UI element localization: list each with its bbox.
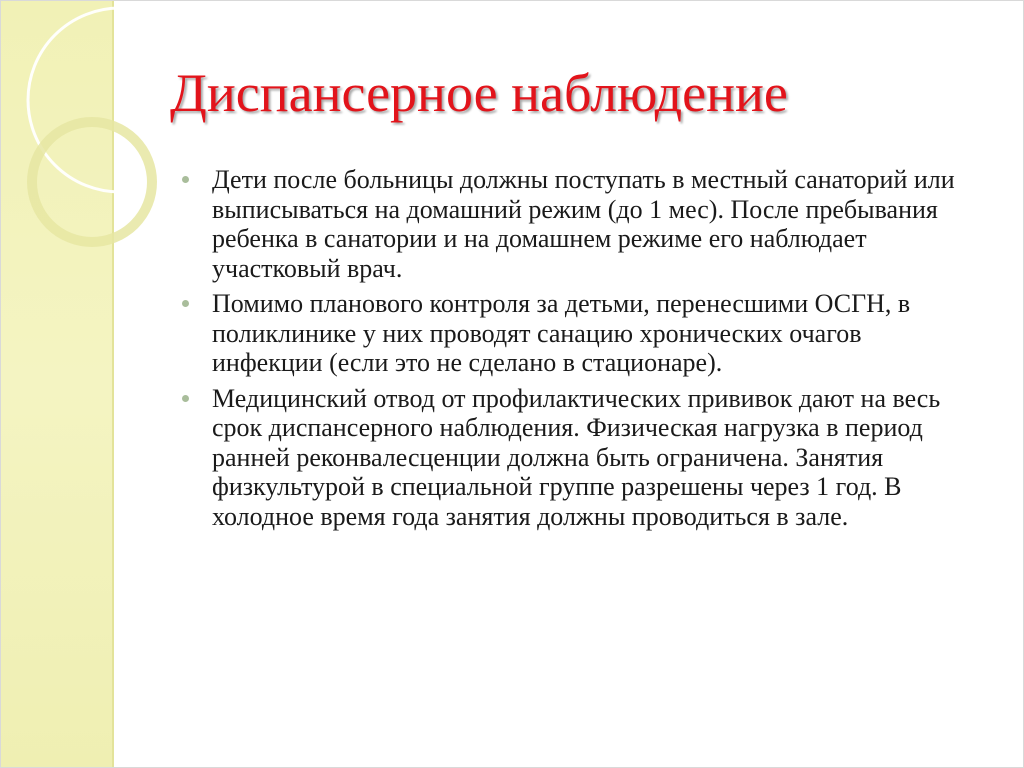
bullet-item bbox=[182, 384, 972, 532]
decorative-circle-small bbox=[32, 122, 152, 242]
bullet-list bbox=[182, 165, 972, 537]
bullet-marker-icon bbox=[182, 395, 189, 402]
bullet-item bbox=[182, 289, 972, 378]
bullet-text: Дети после больницы должны поступать в местный санаторий или выписываться на домашний режим (до 1 мес). После пребывания ребенка в санатории и на домашнем режиме его наблюдает участковый врач. bbox=[212, 165, 955, 283]
bullet-text: Помимо планового контроля за детьми, перенесшими ОСГН, в поликлинике у них проводят санацию хронических очагов инфекции (если это не сделано в стационаре). bbox=[212, 289, 911, 377]
bullet-marker-icon bbox=[182, 300, 189, 307]
bullet-text: Медицинский отвод от профилактических прививок дают на весь срок диспансерного наблюдения. Физическая нагрузка в период ранней реконвалесценции должна быть ограничена. Занятия физкультурой в специальной группе разрешены через 1 год. В холодное время года занятия должны проводиться в зале. bbox=[212, 383, 941, 531]
bullet-item bbox=[182, 165, 972, 283]
slide-title: Диспансерное наблюдение bbox=[170, 63, 788, 123]
bullet-marker-icon bbox=[182, 176, 189, 183]
